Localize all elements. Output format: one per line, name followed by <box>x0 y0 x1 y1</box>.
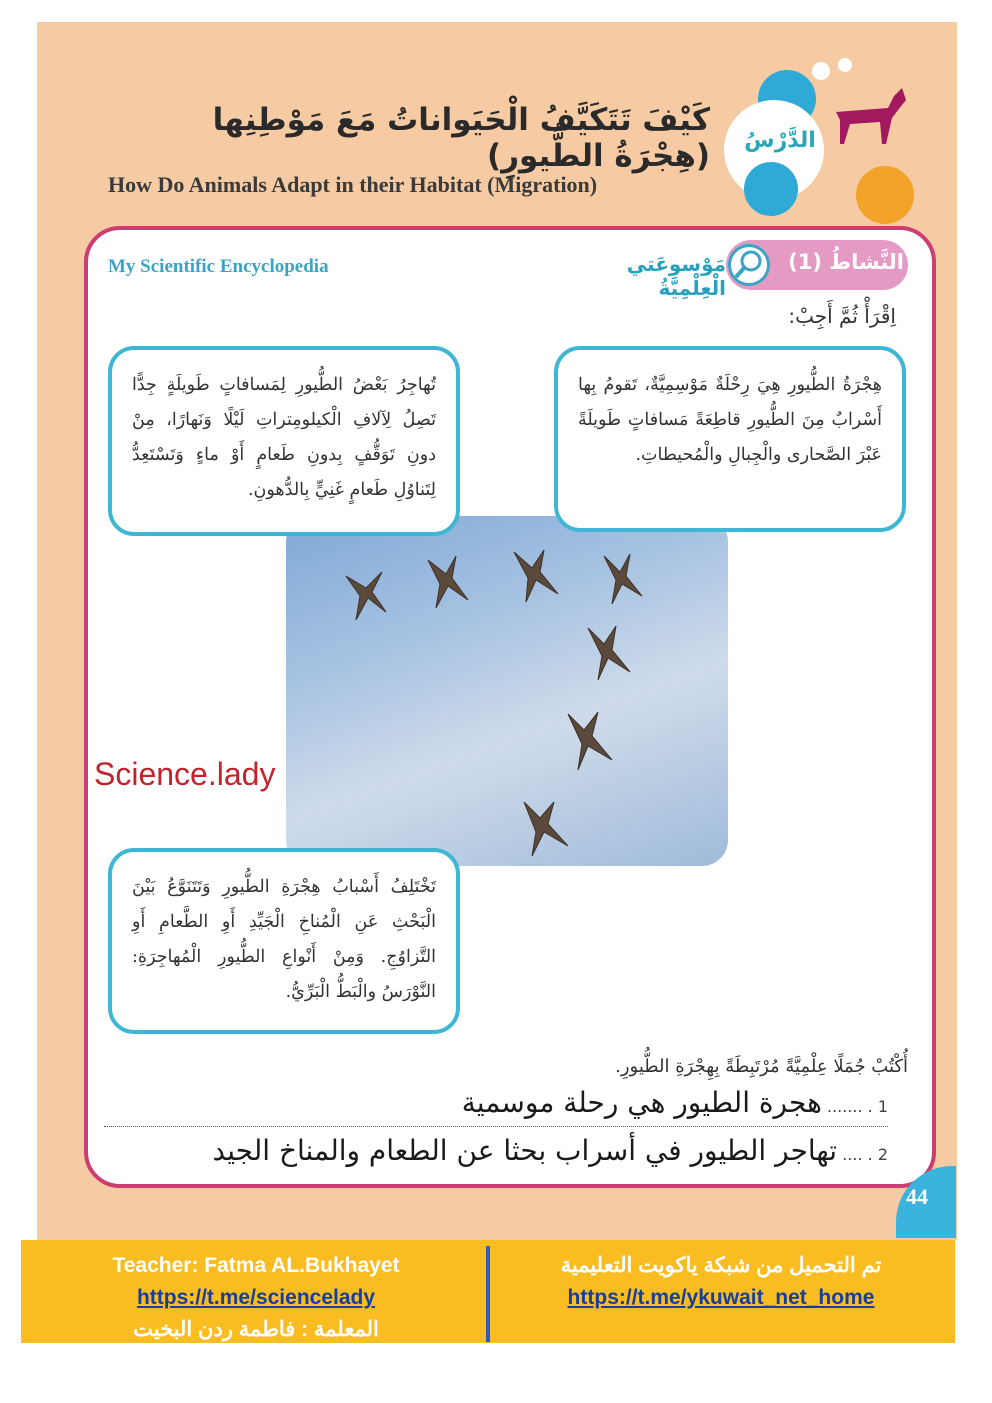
badge-bubble <box>838 58 852 72</box>
rabbit-circle-icon <box>744 162 798 216</box>
number-dot: . ....... <box>826 1097 873 1116</box>
horse-orange-circle-icon <box>856 166 914 224</box>
info-box-top-left <box>108 346 460 536</box>
answer-text: تهاجر الطيور في أسراب بحثا عن الطعام والمناخ الجيد <box>212 1134 838 1167</box>
footer-divider <box>486 1246 490 1342</box>
answer-line-2 <box>90 1134 888 1174</box>
answer-line-1 <box>104 1086 888 1127</box>
lesson-badge-label: الدَّرْسُ <box>744 128 816 153</box>
encyclopedia-title-arabic: مَوْسوعَتي الْعِلْمِيَّةُ <box>626 252 726 300</box>
exercise-instruction: أُكْتُبْ جُمَلًا عِلْمِيَّةً مُرْتَبِطَةً بِهِجْرَةِ الطُّيورِ. <box>615 1056 908 1077</box>
deer-icon <box>828 82 912 146</box>
lesson-title-arabic: كَيْفَ تَتَكَيَّفُ الْحَيَواناتُ مَعَ مَوْطِنِها (هِجْرَةُ الطُّيورِ) <box>212 102 710 174</box>
info-text: تَخْتَلِفُ أَسْبابُ هِجْرَةِ الطُّيورِ وَتَتَنَوَّعُ بَيْنَ الْبَحْثِ عَنِ الْمُناخِ الْجَيِّدِ أَوِ الطَّعامِ أَوِ التَّزاوُجِ. وَمِنْ أَنْواعِ الطُّيورِ الْمُهاجِرَةِ: النَّوْرَسُ والْبَطُّ الْبَرِّيُّ. <box>132 877 436 1002</box>
lesson-title-english: How Do Animals Adapt in their Habitat (Migration) <box>108 172 598 197</box>
info-box-top-right <box>554 346 906 532</box>
watermark: Science.lady <box>94 756 276 792</box>
teacher-link[interactable]: https://t.me/sciencelady <box>136 1286 376 1309</box>
teacher-name-arabic: المعلمة : فاطمة ردن البخيت <box>133 1318 379 1341</box>
answer-text: هجرة الطيور هي رحلة موسمية <box>461 1086 822 1119</box>
info-box-bottom-left <box>108 848 460 1034</box>
badge-bubble <box>812 62 830 80</box>
source-link[interactable]: https://t.me/ykuwait_net_home <box>567 1286 875 1309</box>
number-dot: . .... <box>842 1145 873 1164</box>
footer-teacher <box>61 1250 451 1346</box>
read-instruction: اِقْرَأْ ثُمَّ أَجِبْ: <box>788 304 896 328</box>
teacher-name: Teacher: Fatma AL.Bukhayet <box>112 1254 400 1277</box>
page-number: 44 <box>906 1184 928 1209</box>
encyclopedia-title-english: My Scientific Encyclopedia <box>108 256 329 277</box>
footer-banner <box>21 1240 955 1343</box>
magnifier-icon <box>728 244 770 286</box>
birds-migration-photo <box>286 516 728 866</box>
activity-label: النَّشاطُ (1) <box>788 250 904 274</box>
answer-number: 2 <box>877 1145 888 1164</box>
info-text: هِجْرَةُ الطُّيورِ هِيَ رِحْلَةٌ مَوْسِمِيَّةٌ، تَقومُ بِها أَسْرابٌ مِنَ الطُّيورِ قاطِعَةً مَسافاتٍ طَويلَةً عَبْرَ الصَّحارى والْجِبالِ والْمُحيطاتِ. <box>578 375 882 465</box>
info-text: تُهاجِرُ بَعْضُ الطُّيورِ لِمَسافاتٍ طَويلَةٍ جِدًّا تَصِلُ لِآلافِ الْكيلومِتراتِ لَيْلًا وَنَهارًا، مِنْ دونِ تَوَقُّفٍ بِدونِ طَعامٍ أَوْ ماءٍ وَتَسْتَعِدُّ لِتَناوُلِ طَعامٍ غَنِيٍّ بِالدُّهونِ. <box>132 375 436 500</box>
source-text: تم التحميل من شبكة ياكويت التعليمية <box>560 1254 882 1277</box>
footer-source <box>521 1250 921 1314</box>
answer-number: 1 <box>877 1097 888 1116</box>
